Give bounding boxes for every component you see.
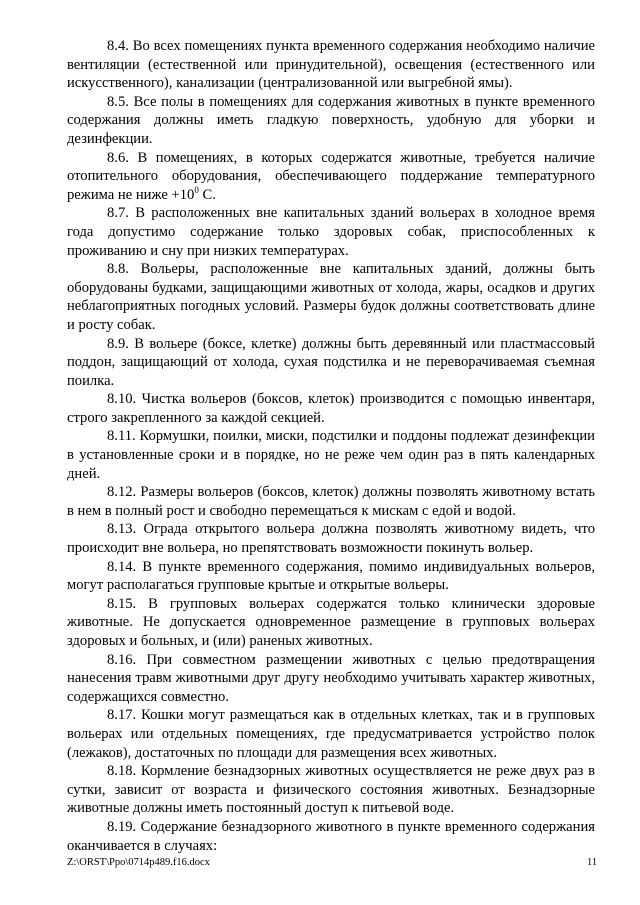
degree-superscript: 0: [194, 184, 199, 195]
paragraph-8-6-tail: С.: [198, 186, 216, 203]
paragraph-8-5: 8.5. Все полы в помещениях для содержания животных в пункте временного содержания должны иметь гладкую поверхность, удобную для уборки и дезинфекции.: [67, 93, 595, 147]
document-body: [67, 37, 595, 855]
paragraph-8-19: 8.19. Содержание безнадзорного животного в пункте временного содержания оканчивается в случаях:: [67, 818, 595, 854]
footer-file-path: Z:\ORST\Ppo\0714p489.f16.docx: [67, 857, 210, 868]
paragraph-8-12: 8.12. Размеры вольеров (боксов, клеток) должны позволять животному встать в нем в полный рост и свободно перемещаться к мискам с едой и водой.: [67, 484, 595, 519]
paragraph-8-8: 8.8. Вольеры, расположенные вне капитальных зданий, должны быть оборудованы будками, защищающими животных от холода, жары, осадков и других неблагоприятных погодных условий. Размеры будок должны соответствовать длине и росту собак.: [67, 261, 595, 333]
paragraph-8-16: 8.16. При совместном размещении животных с целью предотвращения нанесения травм животными друг другу необходимо учитывать характер животных, содержащихся совместно.: [67, 651, 595, 705]
paragraph-8-10: 8.10. Чистка вольеров (боксов, клеток) производится с помощью инвентаря, строго закрепленного за каждой секцией.: [67, 391, 595, 426]
paragraph-8-14: 8.14. В пункте временного содержания, помимо индивидуальных вольеров, могут располагаться групповые крытые и открытые вольеры.: [67, 558, 595, 594]
paragraph-8-13: 8.13. Ограда открытого вольера должна позволять животному видеть, что происходит вне вольера, но препятствовать возможности покинуть вольер.: [67, 521, 595, 557]
paragraph-8-9: 8.9. В вольере (боксе, клетке) должны быть деревянный или пластмассовый поддон, защищающий от холода, сухая подстилка и не переворачиваемая съемная поилка.: [67, 335, 595, 389]
paragraph-8-18: 8.18. Кормление безнадзорных животных осуществляется не реже двух раз в сутки, зависит от возраста и физического состояния животных. Безнадзорные животные должны иметь постоянный доступ к питьевой воде.: [67, 763, 595, 817]
paragraph-8-11: 8.11. Кормушки, поилки, миски, подстилки и поддоны подлежат дезинфекции в установленные сроки и в порядке, но не реже чем один раз в пять календарных дней.: [67, 428, 595, 482]
paragraph-8-4: 8.4. Во всех помещениях пункта временного содержания необходимо наличие вентиляции (естественной или принудительной), освещения (естественного или искусственного), канализации (централизованной или выгребной ямы).: [67, 38, 595, 92]
footer-page-number: 11: [587, 857, 598, 868]
paragraph-8-6: [67, 149, 595, 205]
paragraph-8-15: 8.15. В групповых вольерах содержатся только клинически здоровые животные. Не допускается одновременное размещение в групповых вольерах здоровых и больных, и (или) раненых животных.: [67, 595, 595, 649]
paragraph-8-17: 8.17. Кошки могут размещаться как в отдельных клетках, так и в групповых вольерах или отдельных помещениях, где предусматривается устройство полок (лежаков), достаточных по площади для размещения всех животных.: [67, 707, 595, 761]
paragraph-8-6-text: 8.6. В помещениях, в которых содержатся животные, требуется наличие отопительного оборудования, обеспечивающего поддержание температурного режима не ниже +10: [67, 149, 595, 203]
paragraph-8-7: 8.7. В расположенных вне капитальных зданий вольерах в холодное время года допустимо содержание только здоровых собак, приспособленных к проживанию и сну при низких температурах.: [67, 205, 595, 259]
